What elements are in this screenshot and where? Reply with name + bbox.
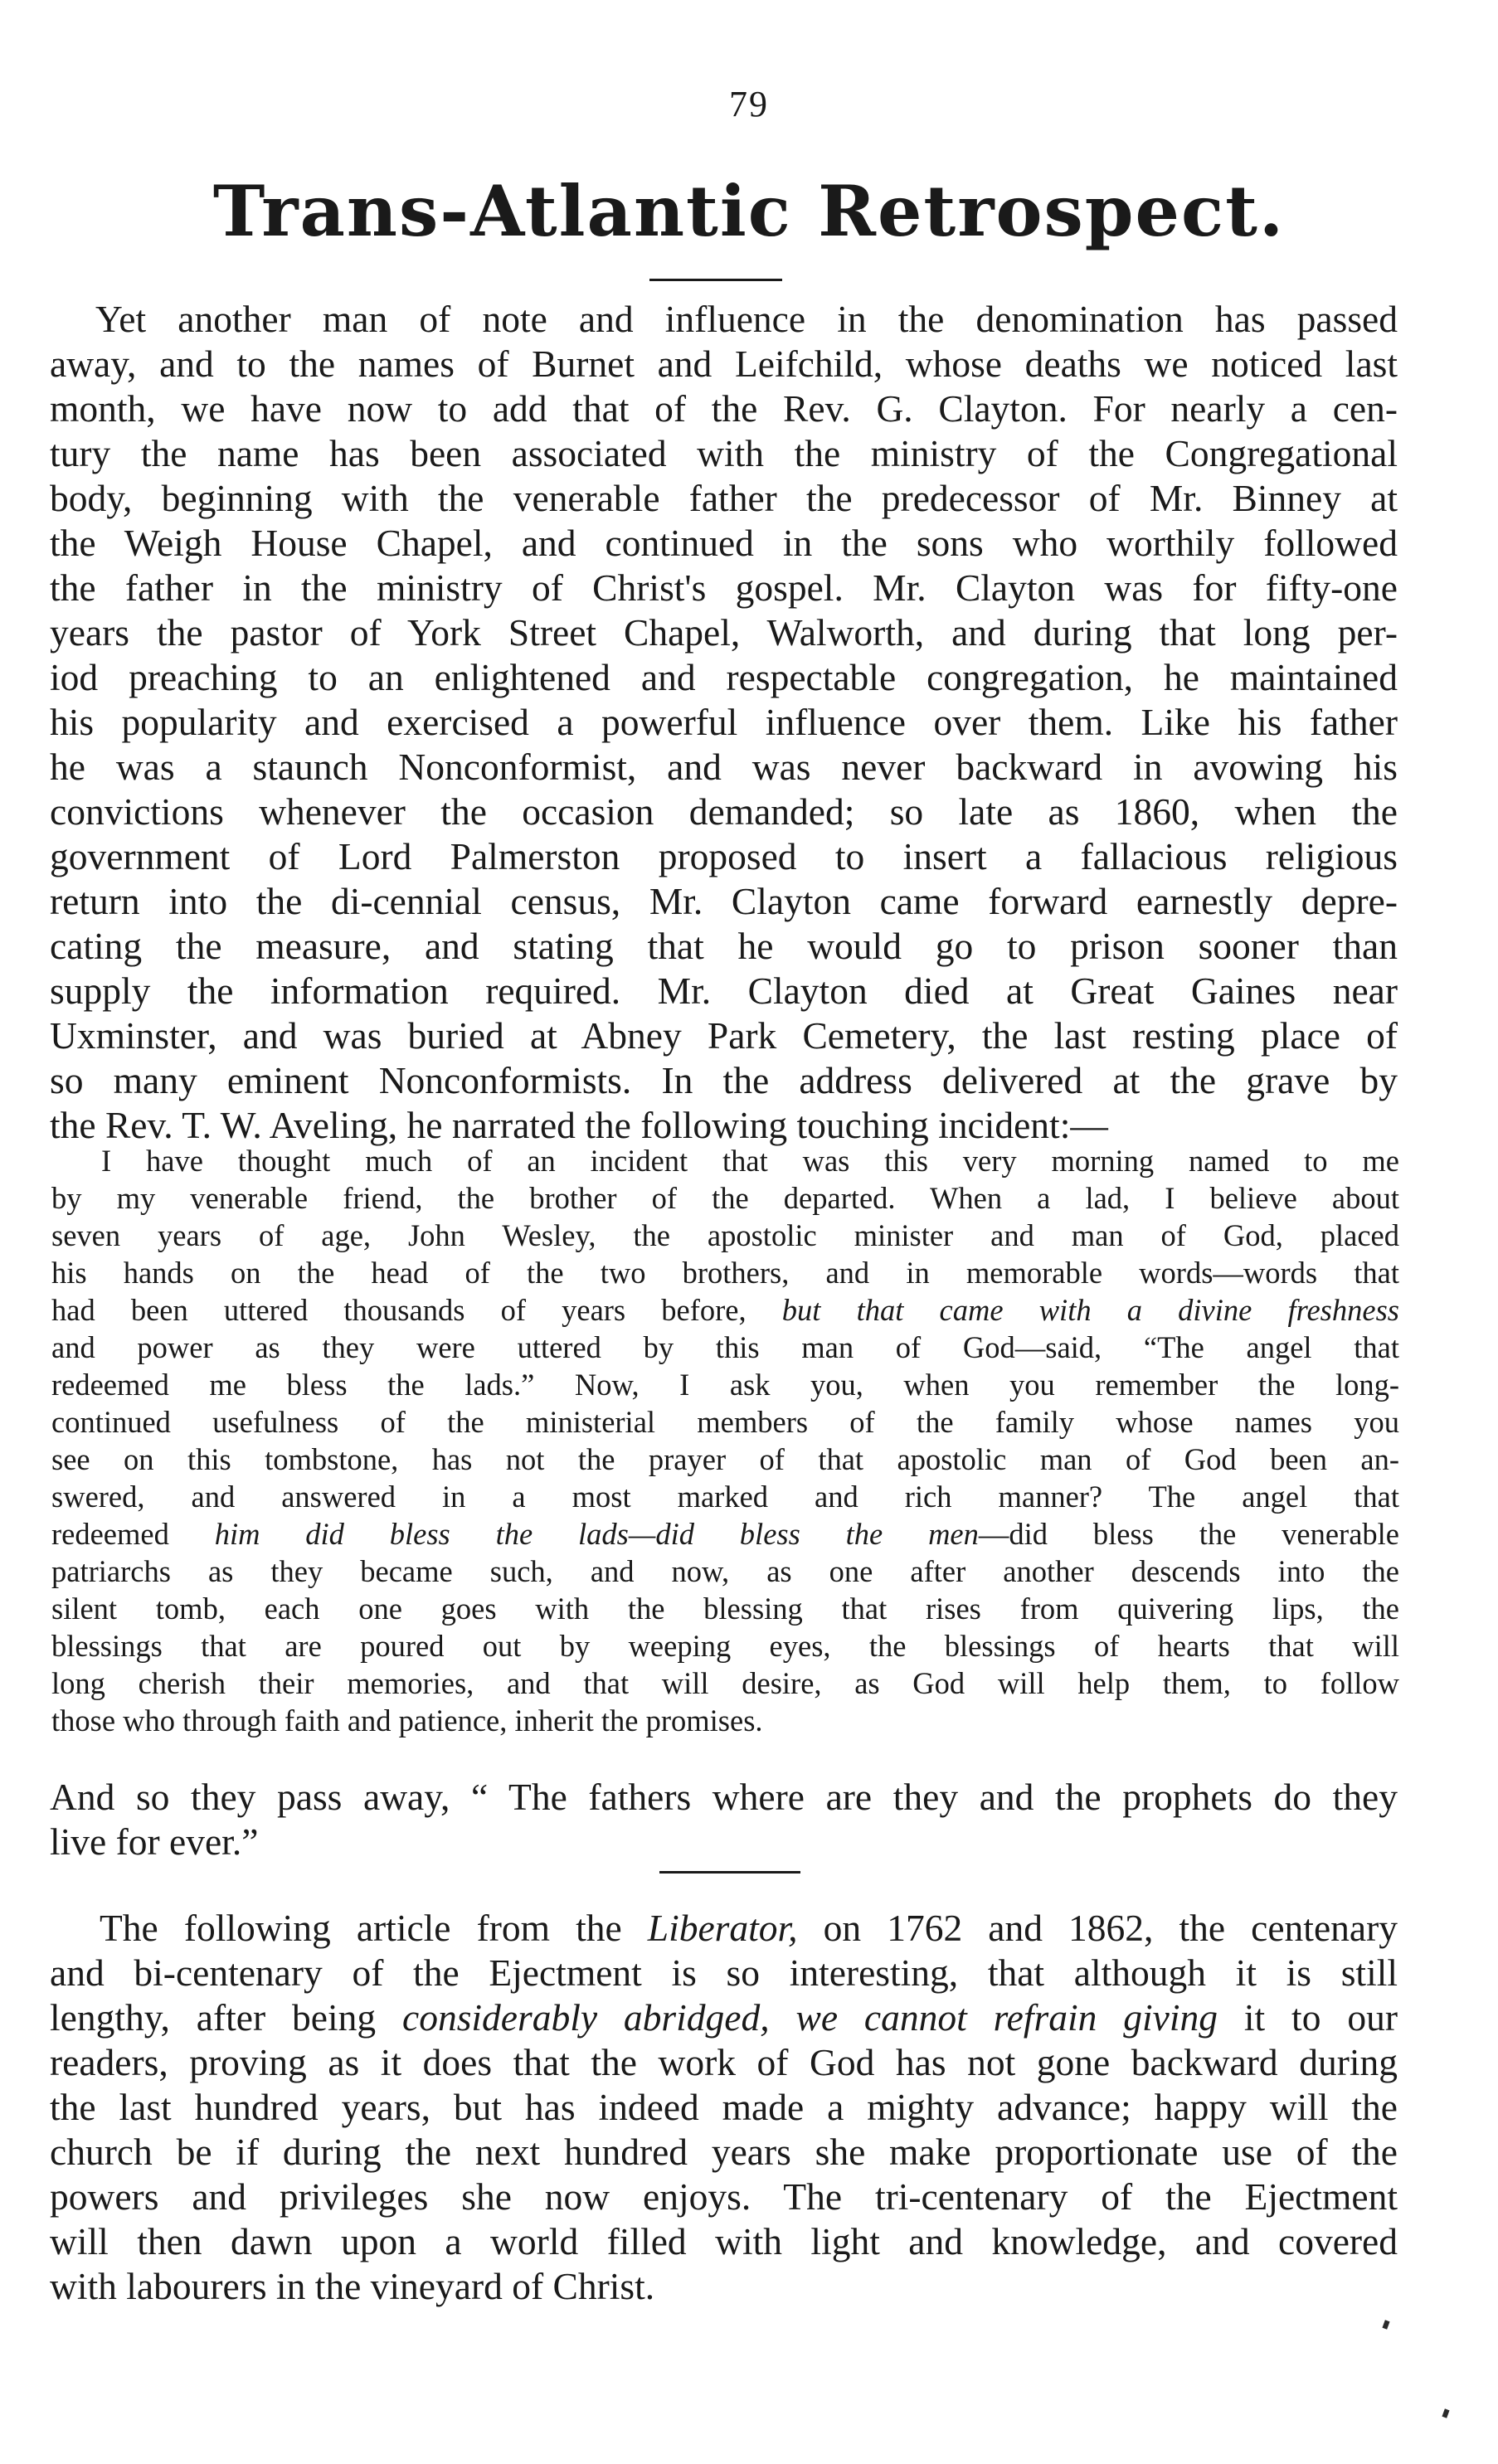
- quote-text: had been uttered thousands of years before,: [51, 1293, 782, 1327]
- text-line: supply the information required. Mr. Clayton died at Great Gaines near: [50, 970, 1398, 1012]
- quote-line: seven years of age, John Wesley, the apostolic minister and man of God, placed: [51, 1218, 1399, 1252]
- paragraph-closing: [50, 1775, 1398, 1864]
- quote-line: patriarchs as they became such, and now, as one after another descends into the: [51, 1554, 1399, 1588]
- text: it to our: [1217, 1996, 1398, 2039]
- quote-line: blessings that are poured out by weeping eyes, the blessings of hearts that will: [51, 1629, 1399, 1663]
- text-line: month, we have now to add that of the Rev. G. Clayton. For nearly a cen-: [50, 387, 1398, 430]
- quote-line: by my venerable friend, the brother of the departed. When a lad, I believe about: [51, 1181, 1399, 1215]
- title-divider: [649, 279, 782, 281]
- ink-speck: [1442, 2408, 1449, 2418]
- quote-line: swered, and answered in a most marked and rich manner? The angel that: [51, 1480, 1399, 1514]
- quote-line: his hands on the head of the two brothers, and in memorable words—words that: [51, 1256, 1399, 1290]
- text-line: [50, 1995, 1398, 2040]
- text-line: cating the measure, and stating that he would go to prison sooner than: [50, 925, 1398, 967]
- text: on 1762 and 1862, the centenary: [797, 1907, 1398, 1949]
- ink-speck: [1382, 2320, 1389, 2329]
- text: lengthy, after being: [50, 1996, 402, 2039]
- text-line: Uxminster, and was buried at Abney Park Cemetery, the last resting place of: [50, 1014, 1398, 1057]
- text-line: government of Lord Palmerston proposed to insert a fallacious religious: [50, 835, 1398, 877]
- quote-line: I have thought much of an incident that was this very morning named to me: [101, 1144, 1399, 1178]
- text-line: readers, proving as it does that the work of God has not gone backward during: [50, 2041, 1398, 2083]
- text: The following article from the: [100, 1907, 648, 1949]
- quote-text: —did bless the venerable: [978, 1517, 1399, 1551]
- text-line: church be if during the next hundred years she make proportionate use of the: [50, 2131, 1398, 2173]
- text-line: iod preaching to an enlightened and respectable congregation, he maintained: [50, 656, 1398, 698]
- quote-line: see on this tombstone, has not the prayer of that apostolic man of God been an-: [51, 1442, 1399, 1476]
- text-line: the Weigh House Chapel, and continued in the sons who worthily followed: [50, 522, 1398, 564]
- text-line: Yet another man of note and influence in the denomination has passed: [95, 298, 1398, 340]
- italic-text: considerably abridged, we cannot refrain giving: [402, 1996, 1218, 2039]
- quote-line: continued usefulness of the ministerial members of the family whose names you: [51, 1405, 1399, 1439]
- text-line: the Rev. T. W. Aveling, he narrated the following touching incident:—: [50, 1104, 1108, 1146]
- text-line: tury the name has been associated with the ministry of the Congregational: [50, 432, 1398, 474]
- text-line: powers and privileges she now enjoys. The tri-centenary of the Ejectment: [50, 2175, 1398, 2218]
- quote-line: redeemed me bless the lads.” Now, I ask you, when you remember the long-: [51, 1368, 1399, 1402]
- page-title: Trans-Atlantic Retrospect.: [212, 170, 1286, 252]
- text-line: [50, 1906, 1398, 1951]
- quote-text: redeemed: [51, 1517, 215, 1551]
- quote-italic-text: him did bless the lads—did bless the men: [214, 1517, 979, 1551]
- text-line: the last hundred years, but has indeed made a mighty advance; happy will the: [50, 2086, 1398, 2128]
- text-line: he was a staunch Nonconformist, and was never backward in avowing his: [50, 746, 1398, 788]
- publication-title: Liberator,: [647, 1907, 798, 1949]
- quote-line: long cherish their memories, and that will desire, as God will help them, to follow: [51, 1666, 1399, 1700]
- text-line: And so they pass away, “ The fathers where are they and the prophets do they: [50, 1776, 1398, 1818]
- quote-line: silent tomb, each one goes with the blessing that rises from quivering lips, the: [51, 1592, 1399, 1626]
- text-line: return into the di-cennial census, Mr. Clayton came forward earnestly depre-: [50, 880, 1398, 922]
- paragraph-liberator: [50, 1906, 1398, 2309]
- quote-line: those who through faith and patience, inherit the promises.: [51, 1703, 763, 1737]
- section-divider: [659, 1871, 800, 1874]
- quote-line: [51, 1515, 1399, 1553]
- quoted-address: [51, 1142, 1399, 1739]
- paragraph-clayton: [50, 297, 1398, 1148]
- text-line: his popularity and exercised a powerful influence over them. Like his father: [50, 701, 1398, 743]
- page-number: 79: [729, 84, 769, 124]
- text-line: the father in the ministry of Christ's gospel. Mr. Clayton was for fifty-one: [50, 566, 1398, 609]
- quote-line: and power as they were uttered by this man of God—said, “The angel that: [51, 1330, 1399, 1364]
- text-line: and bi-centenary of the Ejectment is so interesting, that although it is still: [50, 1951, 1398, 1994]
- text-line: with labourers in the vineyard of Christ.: [50, 2265, 655, 2307]
- text-line: live for ever.”: [50, 1820, 259, 1863]
- text-line: years the pastor of York Street Chapel, Walworth, and during that long per-: [50, 611, 1398, 654]
- text-line: convictions whenever the occasion demanded; so late as 1860, when the: [50, 790, 1398, 833]
- text-line: so many eminent Nonconformists. In the address delivered at the grave by: [50, 1059, 1398, 1101]
- quote-line: [51, 1291, 1399, 1329]
- text-line: will then dawn upon a world filled with light and knowledge, and covered: [50, 2220, 1398, 2262]
- text-line: away, and to the names of Burnet and Leifchild, whose deaths we noticed last: [50, 343, 1398, 385]
- text-line: body, beginning with the venerable father the predecessor of Mr. Binney at: [50, 477, 1398, 519]
- quote-italic-text: but that came with a divine freshness: [781, 1293, 1399, 1327]
